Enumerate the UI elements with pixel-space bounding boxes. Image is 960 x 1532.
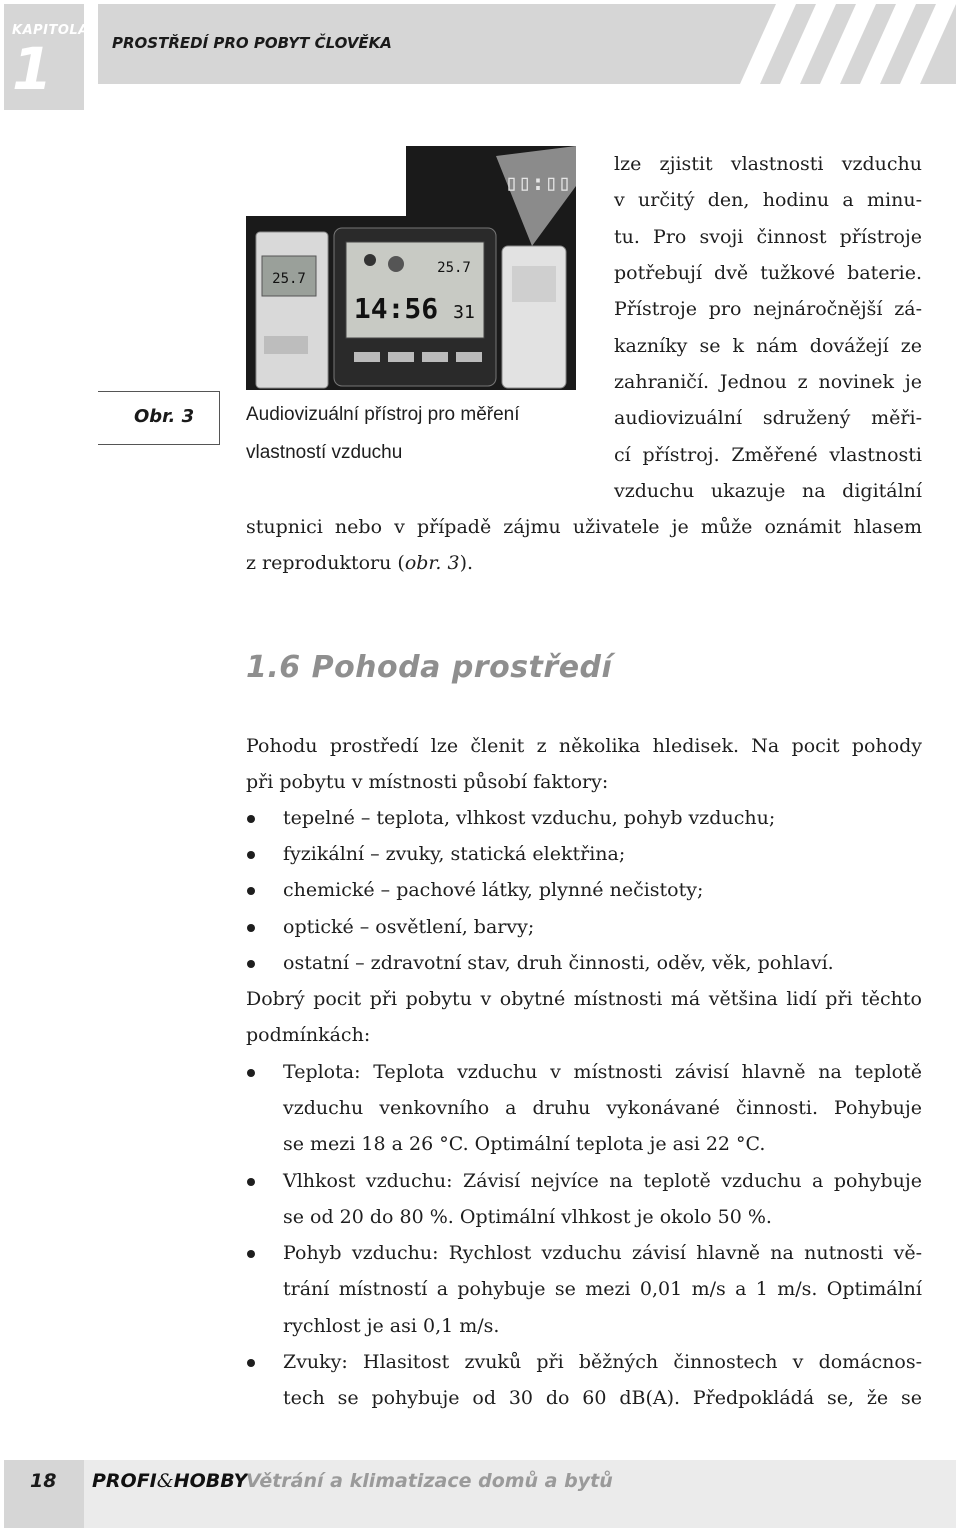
condition-line: vzduchu venkovního a druhu vykonávané činnosti. Pohybuje <box>283 1097 922 1119</box>
condition-line: tech se pohybuje od 30 do 60 dB(A). Předpokládá se, že se <box>283 1387 922 1409</box>
bullet-dot <box>247 924 255 932</box>
factor-item: ostatní – zdravotní stav, druh činnosti, oděv, věk, pohlaví. <box>283 952 834 974</box>
left-display-readout: 25.7 <box>272 271 306 287</box>
intro-last-line <box>246 551 473 575</box>
intro-line: lze zjistit vlastnosti vzduchu <box>614 153 922 175</box>
chapter-title: PROSTŘEDÍ PRO POBYT ČLOVĚKA <box>112 34 392 52</box>
figure-caption-line2: vlastností vzduchu <box>246 442 403 463</box>
paragraph-line: Dobrý pocit při pobytu v obytné místnosti má většina lidí při těchto <box>246 988 922 1010</box>
chapter-word: KAPITOLA <box>12 23 89 38</box>
bullet-dot <box>247 887 255 895</box>
intro-line: Přístroje pro nejnáročnější zá- <box>614 298 922 320</box>
brand-logo <box>92 1470 247 1492</box>
section-heading: 1.6 Pohoda prostředí <box>246 650 613 685</box>
figure-caption-line1: Audiovizuální přístroj pro měření <box>246 404 520 425</box>
paragraph-line: podmínkách: <box>246 1024 371 1046</box>
page-number: 18 <box>30 1470 57 1492</box>
condition-line: Vlhkost vzduchu: Závisí nejvíce na teplotě vzduchu a pohybuje <box>283 1170 922 1192</box>
intro-last-after: ). <box>459 552 474 574</box>
intro-line: cí přístroj. Změřené vlastnosti <box>614 444 922 466</box>
bullet-dot <box>247 960 255 968</box>
paragraph-line: Pohodu prostředí lze členit z několika hledisek. Na pocit pohody <box>246 735 922 757</box>
condition-line: rychlost je asi 0,1 m/s. <box>283 1315 500 1337</box>
condition-line: Pohyb vzduchu: Rychlost vzduchu závisí hlavně na nutnosti vě- <box>283 1242 922 1264</box>
center-date-readout: 31 <box>453 302 475 323</box>
intro-line: v určitý den, hodinu a minu- <box>614 189 922 211</box>
paragraph-line: při pobytu v místnosti působí faktory: <box>246 771 609 793</box>
intro-full-line: stupnici nebo v případě zájmu uživatele je může oznámit hlasem <box>246 516 922 538</box>
condition-line: Zvuky: Hlasitost zvuků při běžných činnostech v domácnos- <box>283 1351 922 1373</box>
factor-item: tepelné – teplota, vlhkost vzduchu, pohyb vzduchu; <box>283 807 776 829</box>
svg-text:▯▯:▯▯: ▯▯:▯▯ <box>504 171 572 196</box>
condition-line: se od 20 do 80 %. Optimální vlhkost je okolo 50 %. <box>283 1206 772 1228</box>
brand-profi: PROFI <box>92 1470 157 1492</box>
factor-item: fyzikální – zvuky, statická elektřina; <box>283 843 626 865</box>
intro-line: audiovizuální sdružený měři- <box>614 407 922 429</box>
figure-reference: obr. 3 <box>404 552 460 574</box>
chapter-number: 1 <box>12 35 53 103</box>
bullet-dot <box>247 815 255 823</box>
center-temp-readout: 25.7 <box>437 260 471 276</box>
intro-line: potřebují dvě tužkové baterie. <box>614 262 922 284</box>
intro-line: vzduchu ukazuje na digitální <box>614 480 922 502</box>
bullet-dot <box>247 1178 255 1186</box>
condition-line: trání místností a pohybuje se mezi 0,01 m/s a 1 m/s. Optimální <box>283 1278 922 1300</box>
intro-line: zahraničí. Jednou z novinek je <box>614 371 922 393</box>
brand-hobby: HOBBY <box>173 1470 248 1492</box>
book-title: Větrání a klimatizace domů a bytů <box>246 1470 613 1492</box>
condition-line: se mezi 18 a 26 °C. Optimální teplota je asi 22 °C. <box>283 1133 766 1155</box>
factor-item: optické – osvětlení, barvy; <box>283 916 535 938</box>
condition-line: Teplota: Teplota vzduchu v místnosti závisí hlavně na teplotě <box>283 1061 922 1083</box>
bullet-dot <box>247 1069 255 1077</box>
intro-line: tu. Pro svoji činnost přístroje <box>614 226 922 248</box>
figure-label: Obr. 3 <box>134 406 195 427</box>
center-time-readout: 14:56 <box>353 292 439 325</box>
intro-last-before: z reproduktoru ( <box>246 552 405 574</box>
brand-amp: & <box>156 1470 174 1492</box>
device-photo <box>246 146 576 390</box>
bullet-dot <box>247 1250 255 1258</box>
bullet-dot <box>247 851 255 859</box>
intro-line: kazníky se k nám dovážejí ze <box>614 335 922 357</box>
factor-item: chemické – pachové látky, plynné nečistoty; <box>283 879 704 901</box>
bullet-dot <box>247 1359 255 1367</box>
